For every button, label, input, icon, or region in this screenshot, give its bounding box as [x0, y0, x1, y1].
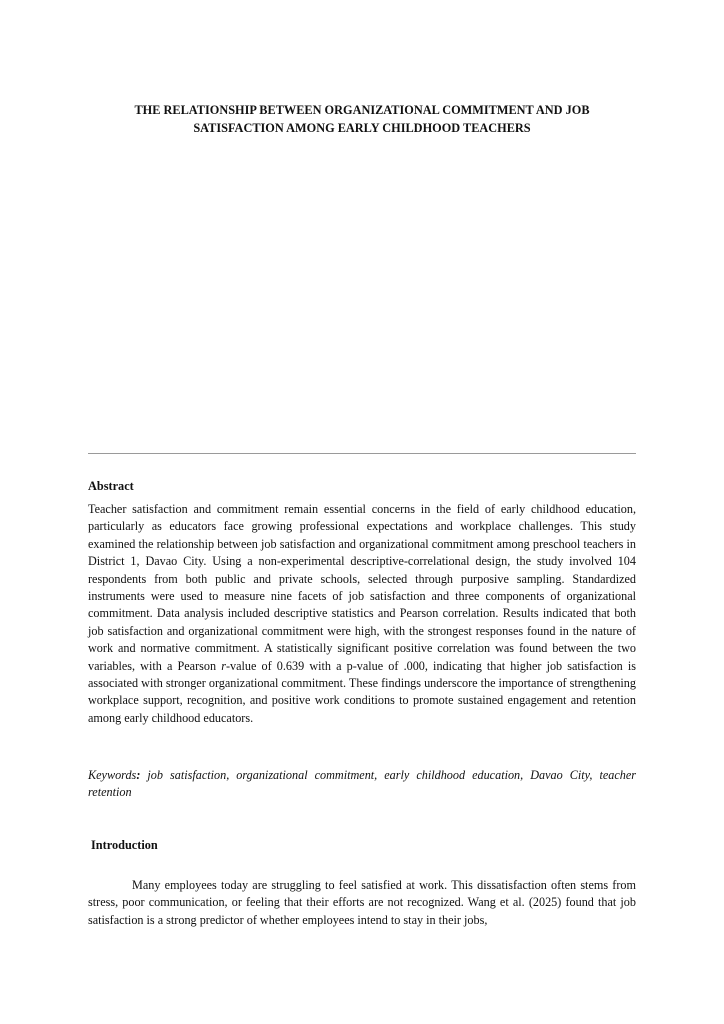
- abstract-text: [88, 501, 636, 727]
- keywords-list: job satisfaction, organizational commitment, early childhood education, Davao City, teacher retention: [88, 768, 636, 800]
- abstract-text-part-2: -value of 0.639 with a p-value of .000, indicating that higher job satisfaction is associated with stronger organizational commitment. These findings underscore the importance of strengthening workplace support, recognition, and positive work conditions to promote sustained engagement and retention among early childhood educators.: [88, 658, 637, 725]
- abstract-text-part-1: Teacher satisfaction and commitment remain essential concerns in the field of early childhood education, particularly as educators face growing professional expectations and workplace challenges. This study examined the relationship between job satisfaction and organizational commitment among preschool teachers in District 1, Davao City. Using a non-experimental descriptive-correlational design, the study involved 104 respondents from both public and private schools, selected through purposive sampling. Standardized instruments were used to measure nine facets of job satisfaction and three components of organizational commitment. Data analysis included descriptive statistics and Pearson correlation. Results indicated that both job satisfaction and organizational commitment were high, with the strongest responses found in the nature of work and normative commitment. A statistically significant positive correlation was found between the two variables, with a Pearson: [88, 502, 636, 673]
- paper-title-line-2: SATISFACTION AMONG EARLY CHILDHOOD TEACHERS: [193, 121, 531, 135]
- section-divider: [88, 453, 636, 454]
- keywords: [88, 767, 636, 802]
- abstract-heading: Abstract: [88, 479, 134, 493]
- keywords-label: Keywords: [88, 768, 137, 782]
- introduction-text: Many employees today are struggling to feel satisfied at work. This dissatisfaction often stems from stress, poor communication, or feeling that their efforts are not recognized. Wang et al. (2025) found that job satisfaction is a strong predictor of whether employees intend to stay in their jobs,: [88, 878, 636, 927]
- pearson-r-symbol: r: [221, 658, 226, 673]
- paper-title-line-1: THE RELATIONSHIP BETWEEN ORGANIZATIONAL COMMITMENT AND JOB: [134, 103, 590, 117]
- keywords-separator: :: [136, 768, 141, 782]
- introduction-heading: Introduction: [91, 838, 158, 852]
- paper-title: [60, 101, 664, 137]
